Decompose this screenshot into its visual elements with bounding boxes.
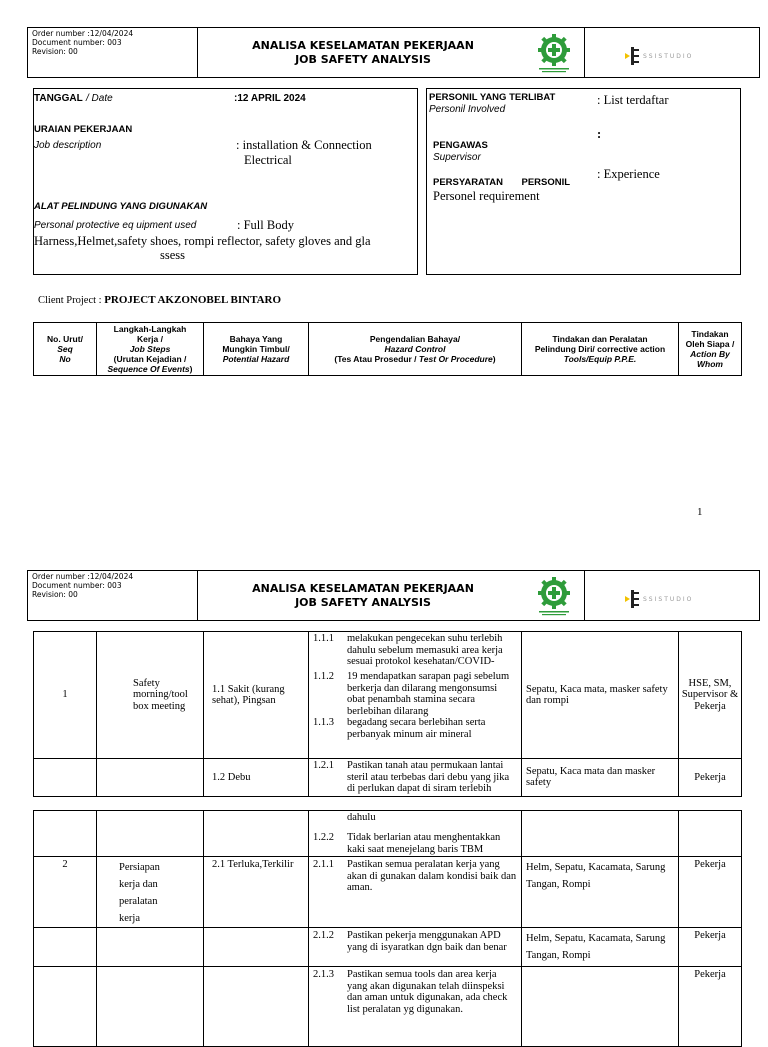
client-project <box>38 294 281 306</box>
seq-no: 1 <box>34 632 97 759</box>
document-title: ANALISA KESELAMATAN PEKERJAAN JOB SAFETY ANALYSIS <box>252 39 474 66</box>
jsa-table-part1 <box>33 631 742 797</box>
document-header-page2 <box>27 570 760 621</box>
order-number: Order number :12/04/2024 <box>32 29 134 38</box>
uraian-label: URAIAN PEKERJAAN <box>34 124 133 135</box>
table-row <box>34 967 742 1047</box>
col-potential-hazard: Bahaya Yang Mungkin Timbul/ Potential Hazard <box>204 323 309 376</box>
personnel-info-box <box>426 88 741 275</box>
action-by: Pekerja <box>679 928 742 967</box>
client-project-value: PROJECT AKZONOBEL BINTARO <box>104 294 282 306</box>
k3-logo-icon <box>533 32 575 74</box>
hazard-control: 2.1.1 Pastikan semua peralatan kerja yang akan di gunakan dalam kondisi baik dan aman. <box>309 857 522 928</box>
alat-value-cont2: ssess <box>160 248 186 262</box>
page-number: 1 <box>697 506 703 518</box>
seq-no: 2 <box>34 857 97 928</box>
brand-box <box>584 571 761 620</box>
pengawas-colon: : <box>597 127 602 141</box>
tanggal-label-en: / Date <box>86 93 113 104</box>
document-title: ANALISA KESELAMATAN PEKERJAAN JOB SAFETY ANALYSIS <box>252 582 474 609</box>
k3-logo-icon <box>533 575 575 617</box>
brand-text: SSISTUDIO <box>643 52 694 60</box>
potential-hazard: 1.2 Debu <box>204 759 309 797</box>
hazard-control: dahulu 1.2.2 Tidak berlarian atau menghentakkan kaki saat menejelang baris TBM <box>309 811 522 857</box>
ppe: Sepatu, Kaca mata, masker safety dan rompi <box>522 632 679 759</box>
pengawas-label: PENGAWAS <box>433 140 488 151</box>
job-step: Persiapan kerja dan peralatan kerja <box>97 857 204 928</box>
hazard-control: 1.1.1 melakukan pengecekan suhu terlebih dahulu sebelum memasuki area kerja sesuai protokol kesehatan/COVID- 1.1.2 19 mendapatkan sarapan pagi sebelum berkerja dan dilarang mengonsumsi obat penambah stamina secara berlebihan dilarang 1.1.3 begadang secara berlebihan serta perbanyak minum air mineral <box>309 632 522 759</box>
alat-value: : Full Body <box>237 218 294 232</box>
tanggal-value: :12 APRIL 2024 <box>234 93 306 104</box>
jsa-table-part2 <box>33 810 742 1047</box>
persyaratan-value: : Experience <box>597 167 660 181</box>
alat-label-en: Personal protective eq uipment used <box>34 220 197 231</box>
personil-value: : List terdaftar <box>597 93 669 107</box>
document-number: Document number: 003 <box>32 581 122 590</box>
document-meta <box>28 571 198 620</box>
personil-label: PERSONIL YANG TERLIBAT <box>429 92 556 103</box>
potential-hazard: 1.1 Sakit (kurang sehat), Pingsan <box>204 632 309 759</box>
job-step: Safety morning/tool box meeting <box>97 632 204 759</box>
revision: Revision: 00 <box>32 590 78 599</box>
persyaratan-label: PERSYARATAN PERSONIL <box>433 177 571 188</box>
client-project-label: Client Project : <box>38 295 102 306</box>
potential-hazard: 2.1 Terluka,Terkilir <box>204 857 309 928</box>
persyaratan-label-en: Personel requirement <box>433 189 540 203</box>
alat-label: ALAT PELINDUNG YANG DIGUNAKAN <box>34 201 208 212</box>
document-number: Document number: 003 <box>32 38 122 47</box>
table-row <box>34 632 742 759</box>
revision: Revision: 00 <box>32 47 78 56</box>
action-by: Pekerja <box>679 967 742 1047</box>
table-row <box>34 811 742 857</box>
alat-value-cont: Harness,Helmet,safety shoes, rompi reflector, safety gloves and gla <box>34 234 371 248</box>
uraian-value-cont: Electrical <box>244 153 292 167</box>
brand-logo-icon <box>625 47 639 65</box>
table-row <box>34 759 742 797</box>
col-action-by: Tindakan Oleh Siapa / Action By Whom <box>679 323 742 376</box>
hazard-control: 2.1.2 Pastikan pekerja menggunakan APD yang di isyaratkan dgn baik dan benar <box>309 928 522 967</box>
job-info-box <box>33 88 418 275</box>
ppe: Sepatu, Kaca mata dan masker safety <box>522 759 679 797</box>
order-number: Order number :12/04/2024 <box>32 572 134 581</box>
uraian-value: : installation & Connection <box>236 138 372 152</box>
col-job-steps: Langkah-Langkah Kerja / Job Steps (Urutan Kejadian / Sequence Of Events) <box>97 323 204 376</box>
brand-logo-icon <box>625 590 639 608</box>
table-row <box>34 928 742 967</box>
ppe: Helm, Sepatu, Kacamata, Sarung Tangan, Rompi <box>522 928 679 967</box>
brand-box <box>584 28 761 77</box>
col-hazard-control: Pengendalian Bahaya/ Hazard Control (Tes Atau Prosedur / Test Or Procedure) <box>309 323 522 376</box>
document-header <box>27 27 760 78</box>
brand-text: SSISTUDIO <box>643 595 694 603</box>
ppe: Helm, Sepatu, Kacamata, Sarung Tangan, Rompi <box>522 857 679 928</box>
action-by: Pekerja <box>679 759 742 797</box>
jsa-column-header <box>33 322 742 376</box>
action-by: Pekerja <box>679 857 742 928</box>
personil-label-en: Personil Involved <box>429 104 506 115</box>
pengawas-label-en: Supervisor <box>433 152 481 163</box>
uraian-label-en: Job description <box>34 140 102 151</box>
col-ppe: Tindakan dan Peralatan Pelindung Diri/ corrective action Tools/Equip P.P.E. <box>522 323 679 376</box>
action-by: HSE, SM, Supervisor & Pekerja <box>679 632 742 759</box>
hazard-control: 2.1.3 Pastikan semua tools dan area kerja yang akan digunakan telah diinspeksi dan aman untuk digunakan, ada check list peralatan yg digunakan. <box>309 967 522 1047</box>
table-row <box>34 857 742 928</box>
col-seq-no: No. Urut/ Seq No <box>34 323 97 376</box>
hazard-control: 1.2.1 Pastikan tanah atau permukaan lantai steril atau terbebas dari debu yang jika di perlukan dapat di siram terlebih <box>309 759 522 797</box>
document-meta <box>28 28 198 77</box>
tanggal-label: TANGGAL <box>34 93 83 104</box>
